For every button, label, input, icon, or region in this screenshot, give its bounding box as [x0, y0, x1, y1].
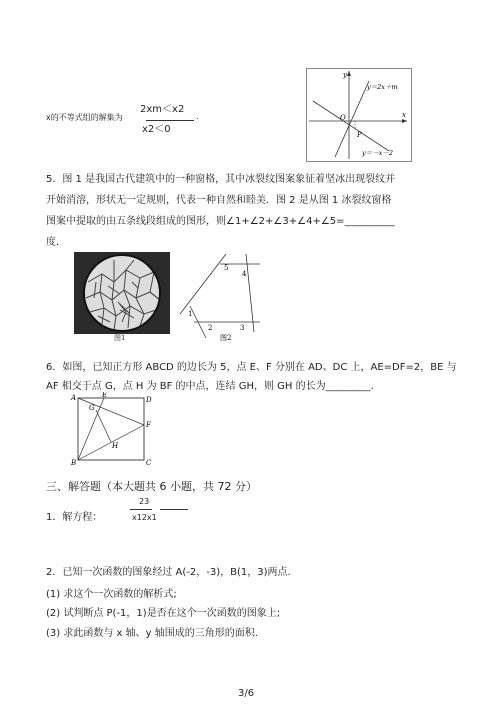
y-axis-arrow: [347, 71, 351, 76]
origin-label: O: [340, 114, 346, 122]
angle-label-3: 3: [240, 324, 245, 332]
segment-c: [246, 254, 254, 332]
window-lattice-svg: [74, 252, 170, 342]
q5-line2: 开始消溶，形状无一定规则，代表一种自然和睦美．图 2 是从图 1 冰裂纹窗格: [46, 195, 392, 206]
q6-tail: .: [370, 381, 374, 392]
q5-line3: [46, 212, 395, 227]
five-segments-svg: [176, 252, 262, 342]
q2-item1: (1) 求这个一次函数的解析式;: [46, 589, 177, 600]
q4-prefix-text: x的不等式组: [46, 113, 91, 122]
q4-graph: [306, 68, 412, 162]
page-number: 3/6: [238, 688, 255, 699]
section3-title: 三、解答题（本大题共 6 小题，共 72 分）: [46, 480, 257, 493]
q5-answer-blank: __________: [344, 216, 395, 227]
angle-label-2: 2: [208, 324, 213, 332]
line2-label: y＝－x－2: [362, 149, 393, 157]
q1-answer-blank: [160, 509, 188, 510]
line-gh: [96, 410, 111, 442]
square-abcd-svg: [70, 392, 158, 468]
x-axis-arrow: [402, 119, 407, 123]
segment-a: [180, 254, 229, 314]
point-p-label: P: [357, 131, 362, 139]
label-h: H: [112, 442, 119, 450]
q4-graph-svg: [307, 69, 411, 161]
label-e: E: [102, 392, 108, 399]
fig1-caption: 图1: [114, 334, 126, 342]
line-af: [78, 398, 144, 425]
q5-figure-1: [74, 252, 170, 342]
label-g: G: [89, 404, 95, 412]
q1-denominator: x12x1: [132, 513, 157, 522]
angle-label-4: 4: [242, 270, 247, 278]
q4-tail: .: [196, 112, 199, 121]
y-axis-label: y: [343, 71, 347, 79]
q5-figure-2: [176, 252, 262, 342]
line1-label: y＝2x＋m: [367, 83, 398, 91]
q4-top-line: 2xm＜x2: [140, 104, 185, 115]
q4-bottom-line: x2＜0: [142, 124, 171, 135]
q1-numerator: 23: [139, 497, 150, 506]
line-neg-x-minus-2: [313, 101, 389, 151]
label-a: A: [71, 394, 77, 402]
q2-item3: (3) 求此函数与 x 轴、y 轴围成的三角形的面积.: [46, 628, 258, 639]
q6-square-figure: [70, 392, 158, 468]
q2-line1: 2．已知一次函数的图象经过 A(-2，-3)，B(1，3)两点.: [46, 567, 291, 578]
angle-label-1: 1: [188, 310, 193, 318]
q6-line2-text: AF 相交于点 G，点 H 为 BF 的中点，连结 GH，则 GH 的长为: [46, 381, 326, 392]
q6-line2: [46, 377, 374, 392]
x-axis-label: x: [402, 111, 406, 119]
angle-label-5: 5: [224, 264, 229, 272]
q2-item2: (2) 试判断点 P(-1，1)是否在这个一次函数的图象上;: [46, 608, 281, 619]
q1-prefix: 1．解方程：: [46, 512, 103, 523]
q6-answer-blank: _________: [325, 381, 371, 392]
square-abcd: [78, 398, 144, 460]
q5-line4: 度．: [46, 237, 66, 248]
label-c: C: [146, 459, 152, 467]
q6-line1: 6．如图，已知正方形 ABCD 的边长为 5，点 E、F 分别在 AD、DC 上，AE=DF=2，BE 与: [46, 362, 457, 373]
q1-fraction-bar: [130, 509, 152, 510]
fig2-caption: 图2: [220, 334, 232, 342]
line-bf: [78, 425, 144, 460]
q4-suffix-text: 的解集为: [90, 113, 123, 122]
label-b: B: [71, 459, 77, 467]
q5-line1: 5．图 1 是我国古代建筑中的一种窗格，其中冰裂纹图案象征着坚冰出现裂纹并: [46, 174, 396, 185]
label-d: D: [146, 396, 152, 404]
label-f: F: [146, 421, 151, 429]
q5-line3-text: 图案中提取的由五条线段组成的图形，则∠1+∠2+∠3+∠4+∠5=: [46, 216, 345, 227]
q4-prefix: [46, 112, 123, 123]
